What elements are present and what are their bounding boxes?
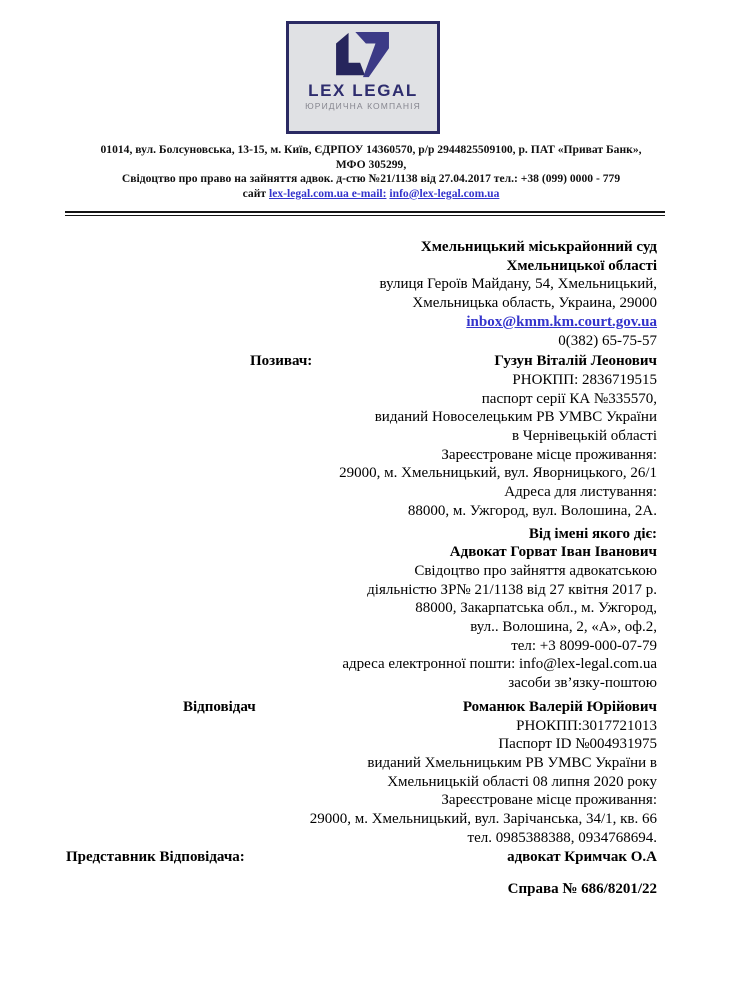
plaintiff-label: Позивач:: [250, 353, 313, 370]
logo-title: LEX LEGAL: [308, 81, 418, 100]
l7-monogram-icon: [334, 31, 392, 81]
defendant-label: Відповідач: [183, 698, 256, 715]
header-divider: [65, 211, 665, 216]
text-line: Зареєстроване місце проживання:: [441, 792, 657, 809]
text-line: виданий Новоселецьким РВ УМВС України: [374, 409, 657, 426]
court-address-line2: Хмельницька область, Украина, 29000: [412, 295, 657, 312]
contact-line-links: [0, 187, 742, 202]
contact-line-certificate: Свідоцтво про право на зайняття адвок. д-стю №21/1138 від 27.04.2017 тел.: +38 (099) 0000 - 779: [121, 172, 621, 186]
document-body: [0, 238, 657, 899]
defendant-representative-row: [0, 848, 657, 867]
site-label: сайт: [242, 186, 267, 200]
text-line: тел: +3 8099-000-07-79: [511, 637, 657, 654]
text-line: паспорт серії КА №335570,: [481, 390, 657, 407]
text-line: Свідоцтво про зайняття адвокатською: [414, 562, 657, 579]
text-line: Адреса для листування:: [504, 484, 657, 501]
representative-heading: Від імені якого діє:: [528, 525, 657, 542]
court-name-line2: Хмельницької області: [506, 257, 657, 274]
representative-name: Адвокат Горват Іван Іванович: [449, 544, 657, 561]
plaintiff-name: Гузун Віталій Леонович: [494, 353, 657, 370]
text-line: Паспорт ID №004931975: [498, 736, 657, 753]
defendant-representative-value: адвокат Кримчак О.А: [507, 848, 657, 865]
text-line: Зареєстроване місце проживання:: [441, 446, 657, 463]
firm-email-link[interactable]: info@lex-legal.com.ua: [389, 186, 500, 200]
logo-subtitle: ЮРИДИЧНА КОМПАНІЯ: [305, 101, 421, 111]
case-number: Справа № 686/8201/22: [507, 881, 657, 898]
text-line: РНОКПП:3017721013: [516, 717, 657, 734]
website-link[interactable]: lex-legal.com.ua e-mail:: [268, 186, 387, 200]
defendant-name: Романюк Валерій Юрійович: [462, 698, 657, 715]
court-email-link[interactable]: inbox@kmm.km.court.gov.ua: [466, 313, 657, 330]
text-line: РНОКПП: 2836719515: [512, 371, 657, 388]
firm-contact-block: [0, 143, 742, 201]
text-line: 29000, м. Хмельницький, вул. Зарічанська, 34/1, кв. 66: [309, 811, 657, 828]
text-line: виданий Хмельницьким РВ УМВС України в: [367, 754, 657, 771]
text-line: діяльністю ЗР№ 21/1138 від 27 квітня 2017 р.: [367, 581, 657, 598]
court-address-line1: вулиця Героїв Майдану, 54, Хмельницький,: [379, 276, 657, 293]
court-block: [0, 238, 657, 350]
text-line: в Чернівецькій області: [512, 428, 657, 445]
text-line: тел. 0985388388, 0934768694.: [467, 829, 657, 846]
representative-block: [0, 525, 657, 693]
lex-legal-logo: [286, 21, 440, 134]
text-line: засоби зв’язку-поштою: [508, 675, 657, 692]
text-line: вул.. Волошина, 2, «А», оф.2,: [470, 619, 657, 636]
text-line: 88000, Закарпатська обл., м. Ужгород,: [415, 600, 657, 617]
text-line: 29000, м. Хмельницький, вул. Яворницького, 26/1: [339, 465, 657, 482]
text-line: 88000, м. Ужгород, вул. Волошина, 2А.: [407, 502, 657, 519]
text-line: Хмельницькій області 08 липня 2020 року: [387, 773, 657, 790]
court-name-line1: Хмельницький міськрайонний суд: [420, 239, 657, 255]
plaintiff-block: [0, 352, 657, 520]
contact-line-mfo: МФО 305299,: [335, 157, 407, 171]
contact-line-address: 01014, вул. Болсуновська, 13-15, м. Київ, ЄДРПОУ 14360570, р/р 2944825509100, р. ПАТ «Приват Банк»,: [100, 143, 642, 156]
defendant-block: [0, 698, 657, 848]
text-line: адреса електронної пошти: info@lex-legal.com.ua: [342, 656, 657, 673]
court-phone: 0(382) 65-75-57: [558, 332, 657, 349]
defendant-representative-label: Представник Відповідача:: [66, 848, 245, 865]
